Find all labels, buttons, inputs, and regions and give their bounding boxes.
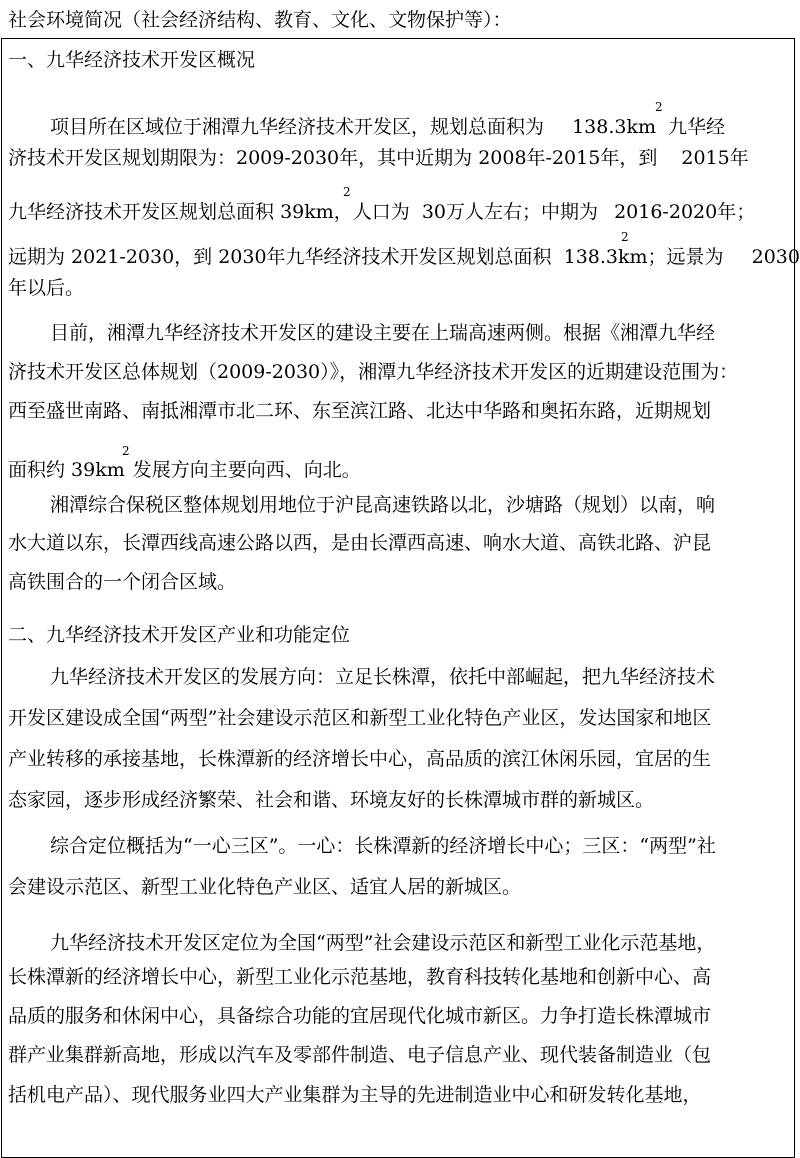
page-header: 社会环境简况（社会经济结构、教育、文化、文物保护等）： [8,9,512,31]
paragraph-line [8,244,800,270]
text-span: 2008年-2015年，到 [478,147,658,169]
text-span: 30万人左右；中期为 [421,201,599,223]
text-span: 九华经济技术开发区规划总面积 [8,201,275,223]
text-span: 九华经 [668,116,726,138]
paragraph-line [8,199,755,225]
paragraph-line: 湘潭综合保税区整体规划用地位于沪昆高速铁路以北，沙塘路（规划）以南，响 [50,494,716,516]
paragraph-line [50,114,725,140]
superscript: 2 [122,444,130,458]
superscript: 2 [343,185,351,199]
paragraph-line: 群产业集群新高地，形成以汽车及零部件制造、电子信息产业、现代装备制造业（包 [8,1044,712,1066]
text-span: ；远景为 [647,246,724,268]
paragraph-line: 九华经济技术开发区的发展方向：立足长株潭，依托中部崛起，把九华经济技术 [50,666,716,688]
paragraph-line: 年以后。 [8,277,85,299]
paragraph-line [8,457,361,483]
text-span: 发展方向主要向西、向北。 [132,459,361,481]
text-span: 2016-2020年； [614,201,756,223]
section-title-2: 二、九华经济技术开发区产业和功能定位 [8,624,351,646]
superscript: 2 [655,100,663,114]
text-span: 2030 [751,246,800,268]
paragraph-line: 开发区建设成全国“两型”社会建设示范区和新型工业化特色产业区，发达国家和地区 [8,707,712,729]
paragraph-line: 水大道以东，长潭西线高速公路以西，是由长潭西高速、响水大道、高铁北路、沪昆 [8,532,712,554]
text-span: 2015年 [681,147,749,169]
paragraph-line: 综合定位概括为“一心三区”。一心：长株潭新的经济增长中心；三区：“两型”社 [50,835,716,857]
text-span: 39km [280,201,334,223]
text-span: 面积约 39km [8,459,125,481]
paragraph-line: 长株潭新的经济增长中心，新型工业化示范基地，教育科技转化基地和创新中心、高 [8,966,712,988]
paragraph-line: 九华经济技术开发区定位为全国“两型”社会建设示范区和新型工业化示范基地， [50,932,716,954]
text-span: 项目所在区域位于湘潭九华经济技术开发区，规划总面积为 [50,116,545,138]
paragraph-line: 态家园，逐步形成经济繁荣、社会和谐、环境友好的长株潭城市群的新城区。 [8,789,655,811]
paragraph-line: 会建设示范区、新型工业化特色产业区、适宜人居的新城区。 [8,876,522,898]
paragraph-line: 品质的服务和休闲中心，具备综合功能的宜居现代化城市新区。力争打造长株潭城市 [8,1005,712,1027]
text-span: 济技术开发区规划期限为：2009-2030年，其中近期为 [8,147,473,169]
paragraph-line: 产业转移的承接基地，长株潭新的经济增长中心，高品质的滨江休闲乐园，宜居的生 [8,748,712,770]
text-span: 138.3km [563,246,648,268]
section-title-1: 一、九华经济技术开发区概况 [8,49,256,71]
paragraph-line: 括机电产品）、现代服务业四大产业集群为主导的先进制造业中心和研发转化基地， [8,1084,702,1106]
paragraph-line: 高铁围合的一个闭合区域。 [8,571,237,593]
paragraph-line: 西至盛世南路、南抵湘潭市北二环、东至滨江路、北达中华路和奥拓东路，近期规划 [8,400,712,422]
text-span: 远期为 2021-2030，到 2030年九华经济技术开发区规划总面积 [8,246,552,268]
paragraph-line: 济技术开发区总体规划（2009-2030）》，湘潭九华经济技术开发区的近期建设范围为： [8,361,739,383]
superscript: 2 [621,230,629,244]
paragraph-line [8,145,749,171]
text-span: ，人口为 [333,201,410,223]
paragraph-line: 目前，湘潭九华经济技术开发区的建设主要在上瑞高速两侧。根据《湘潭九华经 [50,322,716,344]
text-span: 138.3km [572,116,656,138]
